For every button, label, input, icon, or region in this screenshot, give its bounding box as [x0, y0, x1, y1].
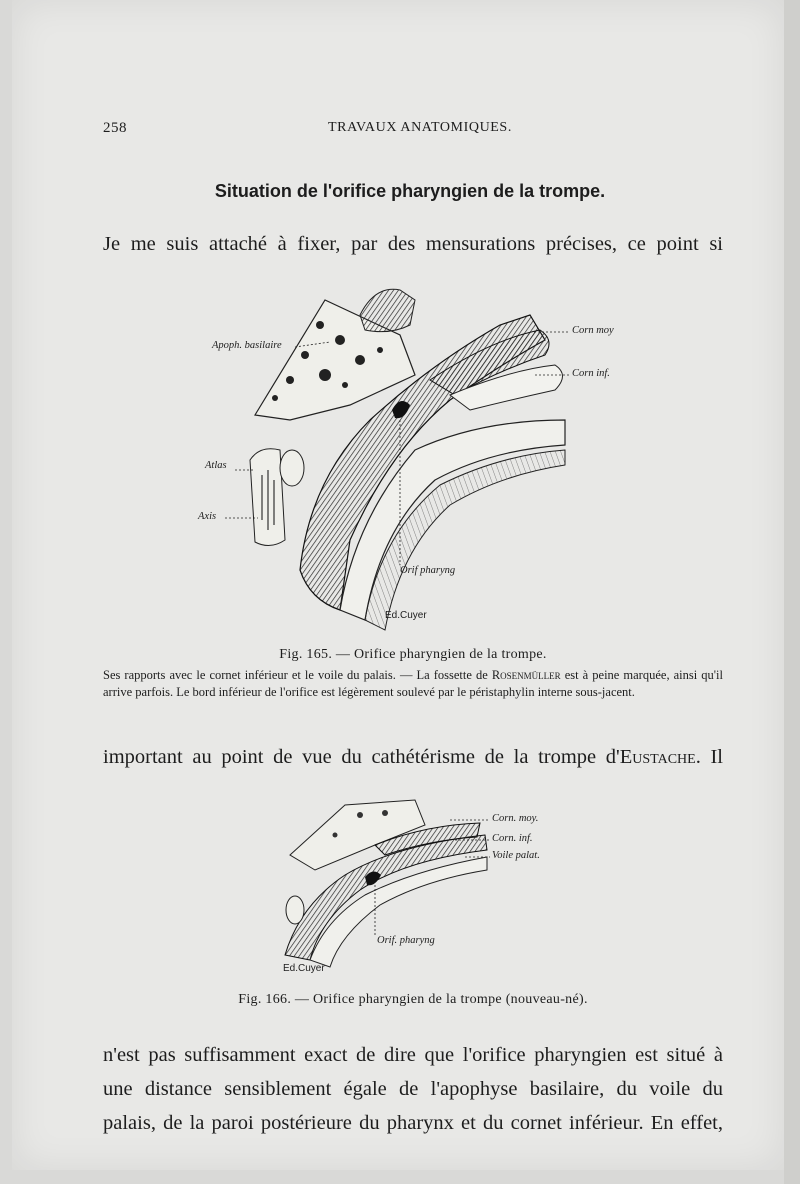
paragraph-1: Je me suis attaché à fixer, par des mensurations précises, ce point si — [103, 233, 723, 255]
running-title: TRAVAUX ANATOMIQUES. — [328, 120, 512, 135]
paragraph-3-line-3: palais, de la paroi postérieure du pharynx et du cornet inférieur. En effet, — [103, 1112, 723, 1134]
fig165-signature: Ed.Cuyer — [385, 610, 427, 621]
fig166-label-voile: Voile palat. — [492, 850, 540, 861]
fig165-label-axis: Axis — [198, 511, 217, 522]
section-title: Situation de l'orifice pharyngien de la trompe. — [214, 181, 606, 201]
paragraph-2 — [103, 740, 723, 774]
page-number: 258 — [103, 120, 127, 136]
paragraph-2-before: important au point de vue du cathétérisme de la trompe d' — [103, 746, 620, 768]
figure-166-caption: Fig. 166. — Orifice pharyngien de la trompe (nouveau-né). — [238, 992, 588, 1007]
fig166-label-corn-moy: Corn. moy. — [492, 813, 539, 824]
fig165-label-orif: Orif pharyng — [400, 565, 456, 576]
fig166-signature: Ed.Cuyer — [283, 963, 325, 974]
paragraph-3-line-1: n'est pas suffisamment exact de dire que l'orifice pharyngien est situé à — [103, 1044, 723, 1066]
paragraph-2-after: . Il — [695, 746, 723, 768]
fig165-label-corn-moy: Corn moy — [572, 325, 614, 336]
paragraph-2-name: Eustache — [619, 746, 696, 768]
legend-name: Rosenmüller — [491, 668, 561, 682]
figure-165-illustration — [200, 280, 630, 640]
fig165-label-corn-inf: Corn inf. — [572, 368, 610, 379]
paragraph-3 — [103, 1038, 723, 1140]
fig166-label-orif: Orif. pharyng — [377, 935, 435, 946]
page-edge — [784, 0, 800, 1184]
paragraph-3-line-2: une distance sensiblement égale de l'apophyse basilaire, du voile du — [103, 1078, 723, 1100]
figure-165-caption: Fig. 165. — Orifice pharyngien de la trompe. — [279, 647, 547, 662]
figure-165-legend — [103, 667, 723, 701]
fig165-label-atlas: Atlas — [205, 460, 227, 471]
fig166-label-corn-inf: Corn. inf. — [492, 833, 533, 844]
legend-text-a: Ses rapports avec le cornet inférieur et le voile du palais. — La fossette de — [103, 668, 492, 682]
legend-text-b: est à peine marquée, ainsi qu'il arrive parfois. Le bord inférieur de l'orifice est légèrement soulevé par le péristaphylin interne sous-jacent. — [103, 668, 723, 699]
fig165-label-apoph: Apoph. basilaire — [212, 340, 282, 351]
